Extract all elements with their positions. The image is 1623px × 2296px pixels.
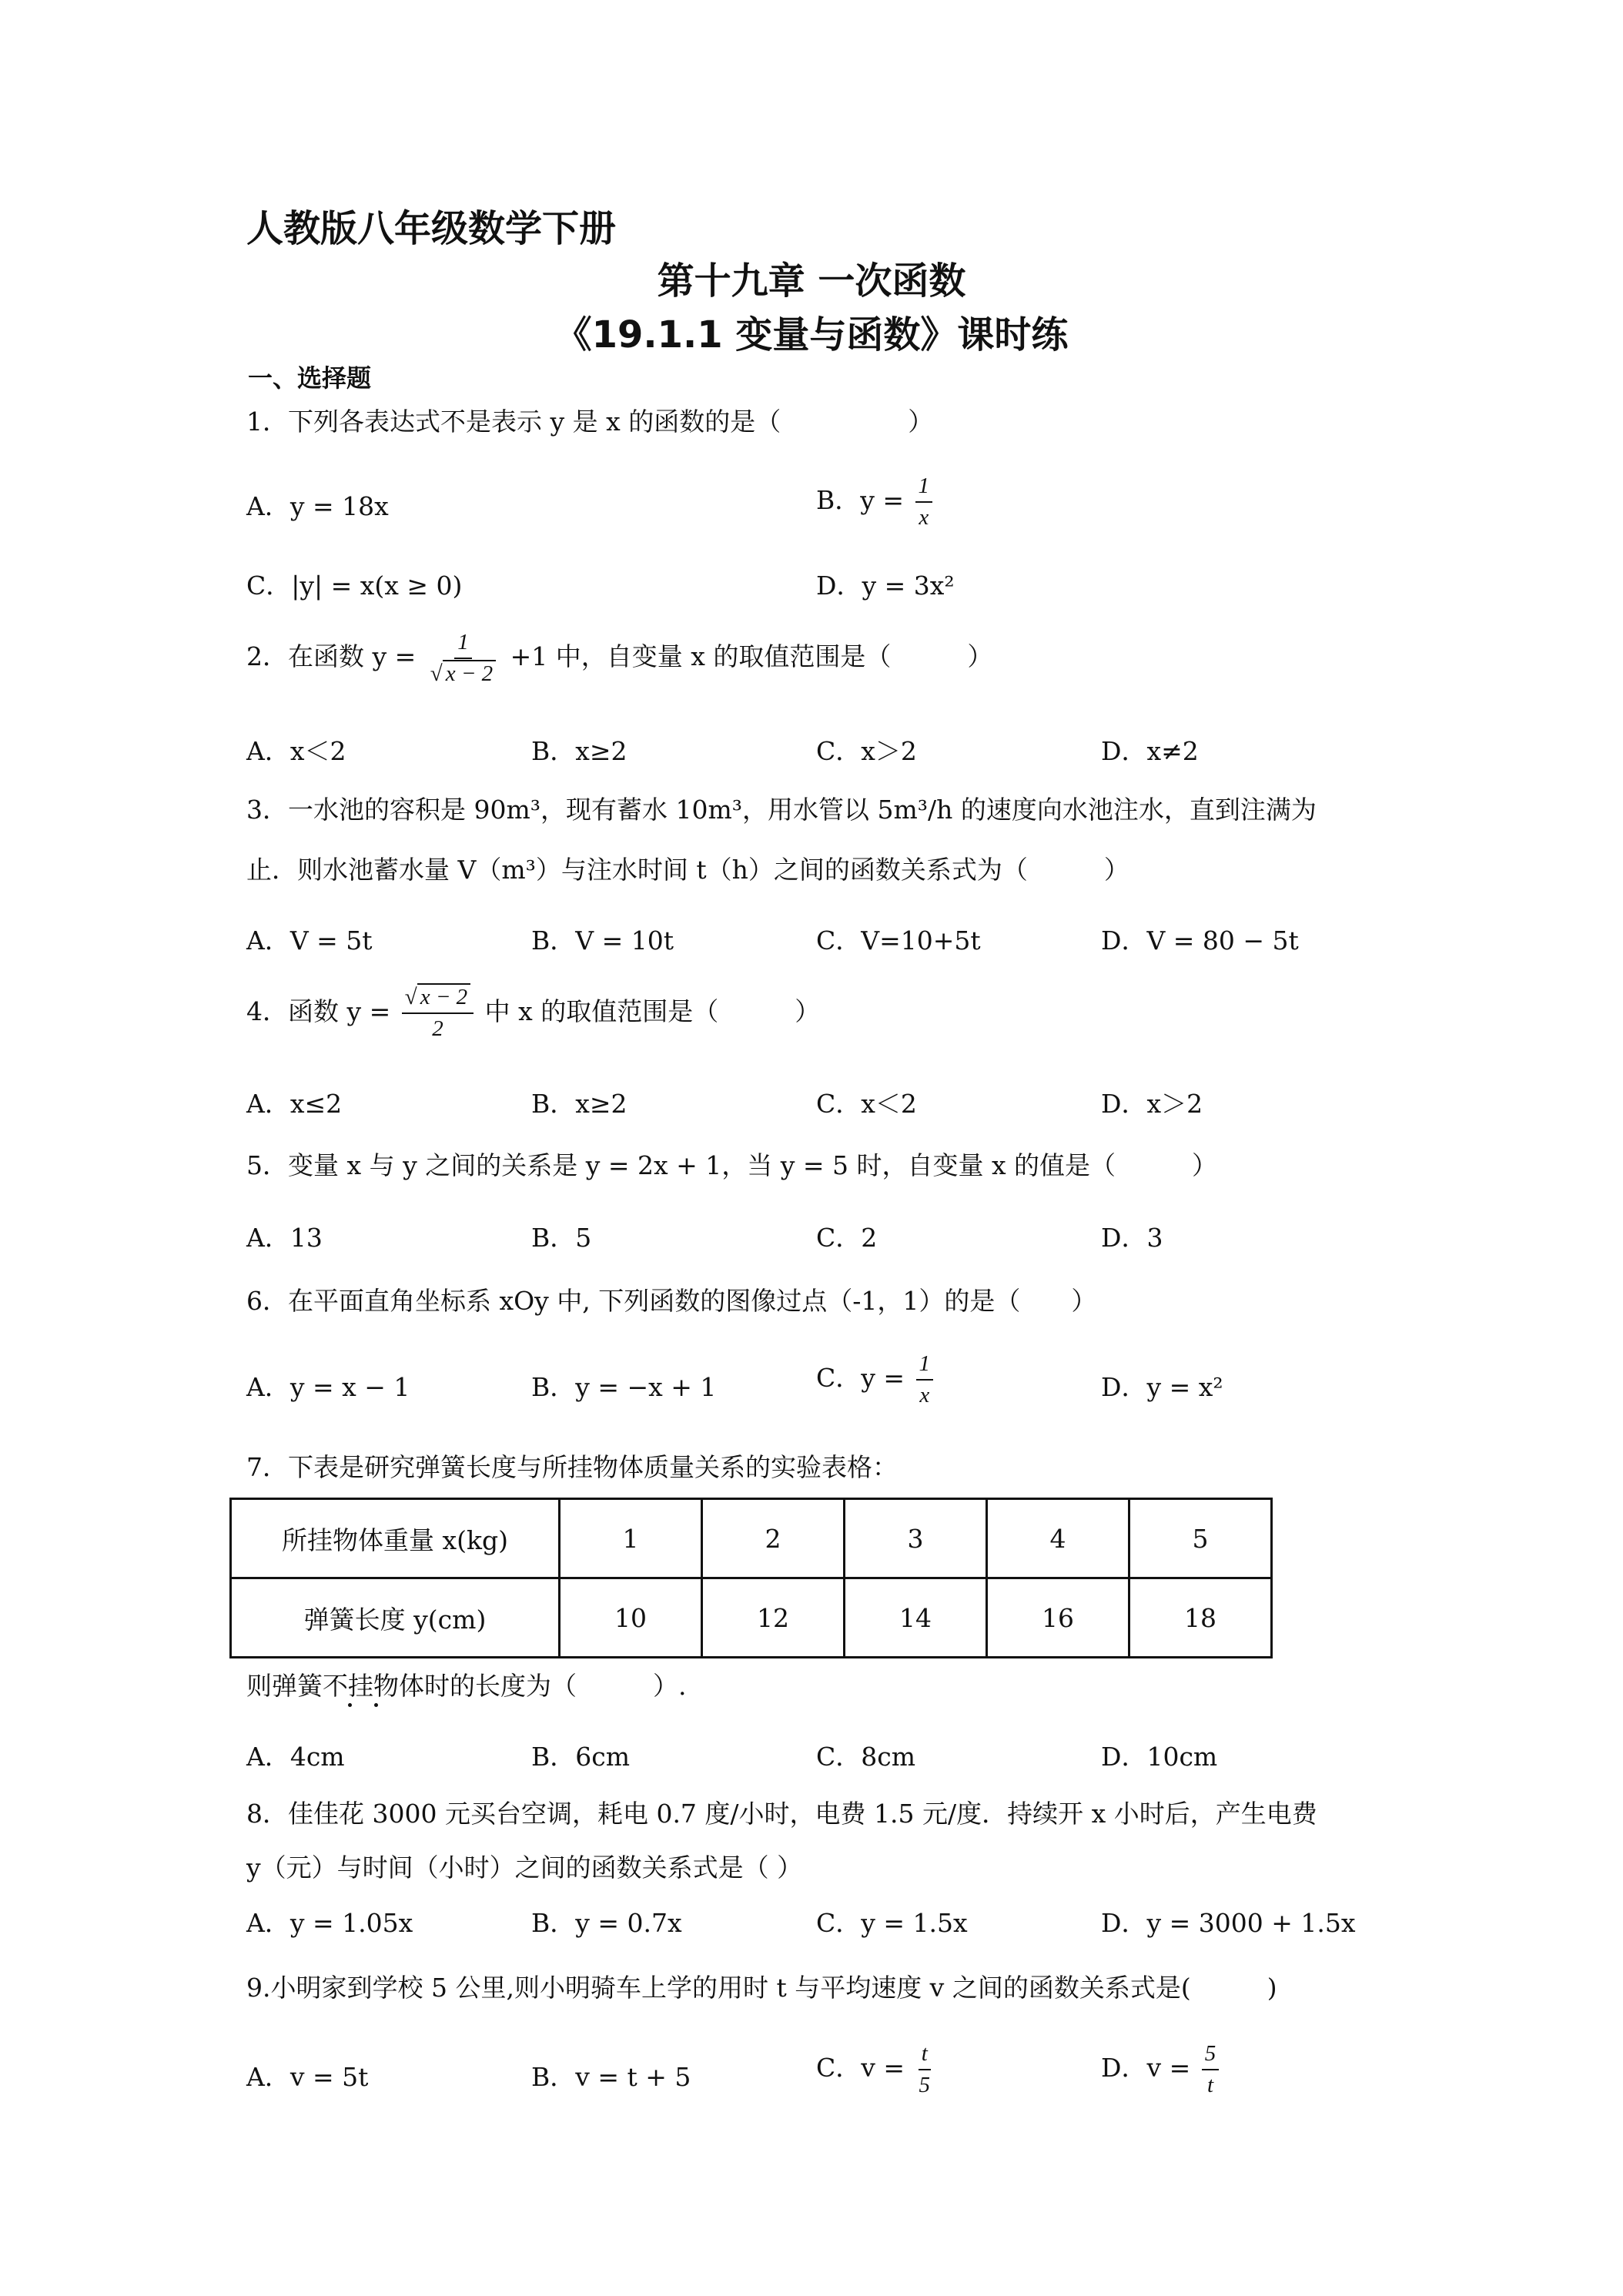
q2-suffix: +1 中，自变量 x 的取值范围是（ ） (510, 641, 993, 672)
table-row-length (231, 1578, 1272, 1658)
q9-option-b: B．v = t + 5 (531, 2062, 691, 2092)
q8-option-b: B．y = 0.7x (531, 1908, 682, 1938)
q3-option-a: A．V = 5t (246, 925, 373, 956)
q6-option-b: B．y = −x + 1 (531, 1372, 717, 1402)
q4-option-b: B．x≥2 (531, 1089, 627, 1119)
question-5-stem: 5．变量 x 与 y 之间的关系是 y = 2x + 1，当 y = 5 时，自变量 x 的值是（ ） (246, 1150, 1218, 1180)
question-7-stem: 7．下表是研究弹簧长度与所挂物体质量关系的实验表格： (246, 1452, 898, 1482)
q9-option-d-fraction (1202, 2039, 1220, 2100)
q8-option-c: C．y = 1.5x (816, 1908, 968, 1938)
q9-option-c-prefix: C．v = (816, 2053, 905, 2083)
q7-option-c: C．8cm (816, 1742, 916, 1772)
q2-option-b: B．x≥2 (531, 736, 627, 766)
q9-option-d (1101, 2039, 1222, 2100)
q3-option-d: D．V = 80 − 5t (1101, 925, 1299, 956)
q4-numerator: √ x − 2 (402, 982, 474, 1014)
q2-fraction (427, 628, 499, 689)
q4-denominator: 2 (432, 1016, 443, 1042)
table-cell: 14 (845, 1578, 987, 1658)
q4-radicand: x − 2 (417, 983, 470, 1009)
q9-c-denominator: 5 (919, 2073, 931, 2098)
q6-option-c-prefix: C．y = (816, 1363, 905, 1394)
lesson-title: 《19.1.1 变量与函数》课时练 (554, 313, 1069, 356)
question-3-line-1: 3．一水池的容积是 90m³，现有蓄水 10m³，用水管以 5m³/h 的速度向水池注水，直到注满为 (246, 795, 1317, 825)
q4-fraction (402, 982, 474, 1044)
q8-option-d: D．y = 3000 + 1.5x (1101, 1908, 1356, 1938)
q5-option-a: A．13 (246, 1223, 323, 1253)
emphasis-dot (374, 1703, 378, 1707)
q7-option-b: B．6cm (531, 1742, 631, 1772)
q1-option-b-fraction (915, 471, 933, 533)
q2-option-d: D．x≠2 (1101, 736, 1199, 766)
book-title: 人教版八年级数学下册 (246, 207, 617, 250)
q5-option-d: D．3 (1101, 1223, 1163, 1253)
q9-option-c (816, 2039, 936, 2100)
q4-option-a: A．x≤2 (246, 1089, 343, 1119)
q7-option-a: A．4cm (246, 1742, 345, 1772)
q3-option-b: B．V = 10t (531, 925, 674, 956)
q9-d-denominator: t (1206, 2073, 1214, 2098)
table-cell: 4 (987, 1499, 1129, 1578)
q9-option-d-prefix: D．v = (1101, 2053, 1191, 2083)
table-cell: 5 (1129, 1499, 1272, 1578)
table-cell: 12 (702, 1578, 845, 1658)
q2-denominator: √ x − 2 (427, 659, 499, 689)
q1-option-a: A．y = 18x (246, 491, 389, 521)
q2-numerator: 1 (454, 628, 472, 659)
q4-option-d: D．x＞2 (1101, 1089, 1203, 1119)
q9-c-numerator: t (919, 2039, 931, 2070)
table-cell: 10 (560, 1578, 702, 1658)
q7-option-d: D．10cm (1101, 1742, 1218, 1772)
q4-prefix: 4．函数 y = (246, 996, 391, 1027)
q2-prefix: 2．在函数 y = (246, 641, 417, 672)
q1-option-c: C．|y| = x(x ≥ 0) (246, 571, 463, 601)
question-1-stem: 1．下列各表达式不是表示 y 是 x 的函数的是（ ） (246, 407, 934, 437)
q9-d-numerator: 5 (1202, 2039, 1220, 2070)
q1-b-denominator: x (919, 505, 929, 530)
q2-option-a: A．x＜2 (246, 736, 346, 766)
table-row-weight (231, 1499, 1272, 1578)
q2-radicand: x − 2 (443, 660, 496, 686)
question-9-stem: 9.小明家到学校 5 公里,则小明骑车上学的用时 t 与平均速度 v 之间的函数关系式是( ) (246, 1973, 1277, 2003)
q6-option-a: A．y = x − 1 (246, 1372, 410, 1402)
q6-option-c-fraction (916, 1349, 934, 1411)
q5-option-c: C．2 (816, 1223, 878, 1253)
q8-option-a: A．y = 1.05x (246, 1908, 413, 1938)
section-title: 一、选择题 (248, 363, 372, 393)
table-cell: 18 (1129, 1578, 1272, 1658)
table-cell: 3 (845, 1499, 987, 1578)
q3-option-c: C．V=10+5t (816, 925, 981, 956)
q1-option-b (816, 471, 935, 533)
spring-data-table (229, 1498, 1273, 1658)
q4-suffix: 中 x 的取值范围是（ ） (484, 996, 821, 1027)
table-cell: 2 (702, 1499, 845, 1578)
table-header-length: 弹簧长度 y(cm) (231, 1578, 560, 1658)
q6-c-denominator: x (919, 1383, 930, 1408)
question-4-stem (246, 982, 820, 1044)
chapter-title: 第十九章 一次函数 (657, 259, 966, 303)
q1-b-numerator: 1 (915, 471, 933, 503)
table-cell: 16 (987, 1578, 1129, 1658)
q6-c-numerator: 1 (916, 1349, 934, 1381)
question-8-line-1: 8．佳佳花 3000 元买台空调，耗电 0.7 度/小时，电费 1.5 元/度．持续开 x 小时后，产生电费 (246, 1799, 1317, 1829)
q9-option-c-fraction (916, 2039, 934, 2100)
question-3-line-2: 止．则水池蓄水量 V（m³）与注水时间 t（h）之间的函数关系式为（ ） (246, 855, 1129, 885)
table-cell: 1 (560, 1499, 702, 1578)
q6-option-d: D．y = x² (1101, 1372, 1223, 1402)
q4-option-c: C．x＜2 (816, 1089, 917, 1119)
question-2-stem (246, 628, 992, 689)
table-header-weight: 所挂物体重量 x(kg) (231, 1499, 560, 1578)
q2-option-c: C．x＞2 (816, 736, 917, 766)
question-7-follow-up: 则弹簧不挂物体时的长度为（ ）. (246, 1671, 687, 1701)
q9-option-a: A．v = 5t (246, 2062, 369, 2092)
q1-option-d: D．y = 3x² (816, 571, 955, 601)
emphasis-dot (348, 1703, 352, 1707)
q5-option-b: B．5 (531, 1223, 592, 1253)
q6-option-c (816, 1349, 936, 1411)
q1-option-b-prefix: B．y = (816, 485, 905, 516)
question-8-line-2: y（元）与时间（小时）之间的函数关系式是（ ） (246, 1853, 803, 1883)
question-6-stem: 6．在平面直角坐标系 xOy 中, 下列函数的图像过点（-1，1）的是（ ） (246, 1286, 1097, 1316)
